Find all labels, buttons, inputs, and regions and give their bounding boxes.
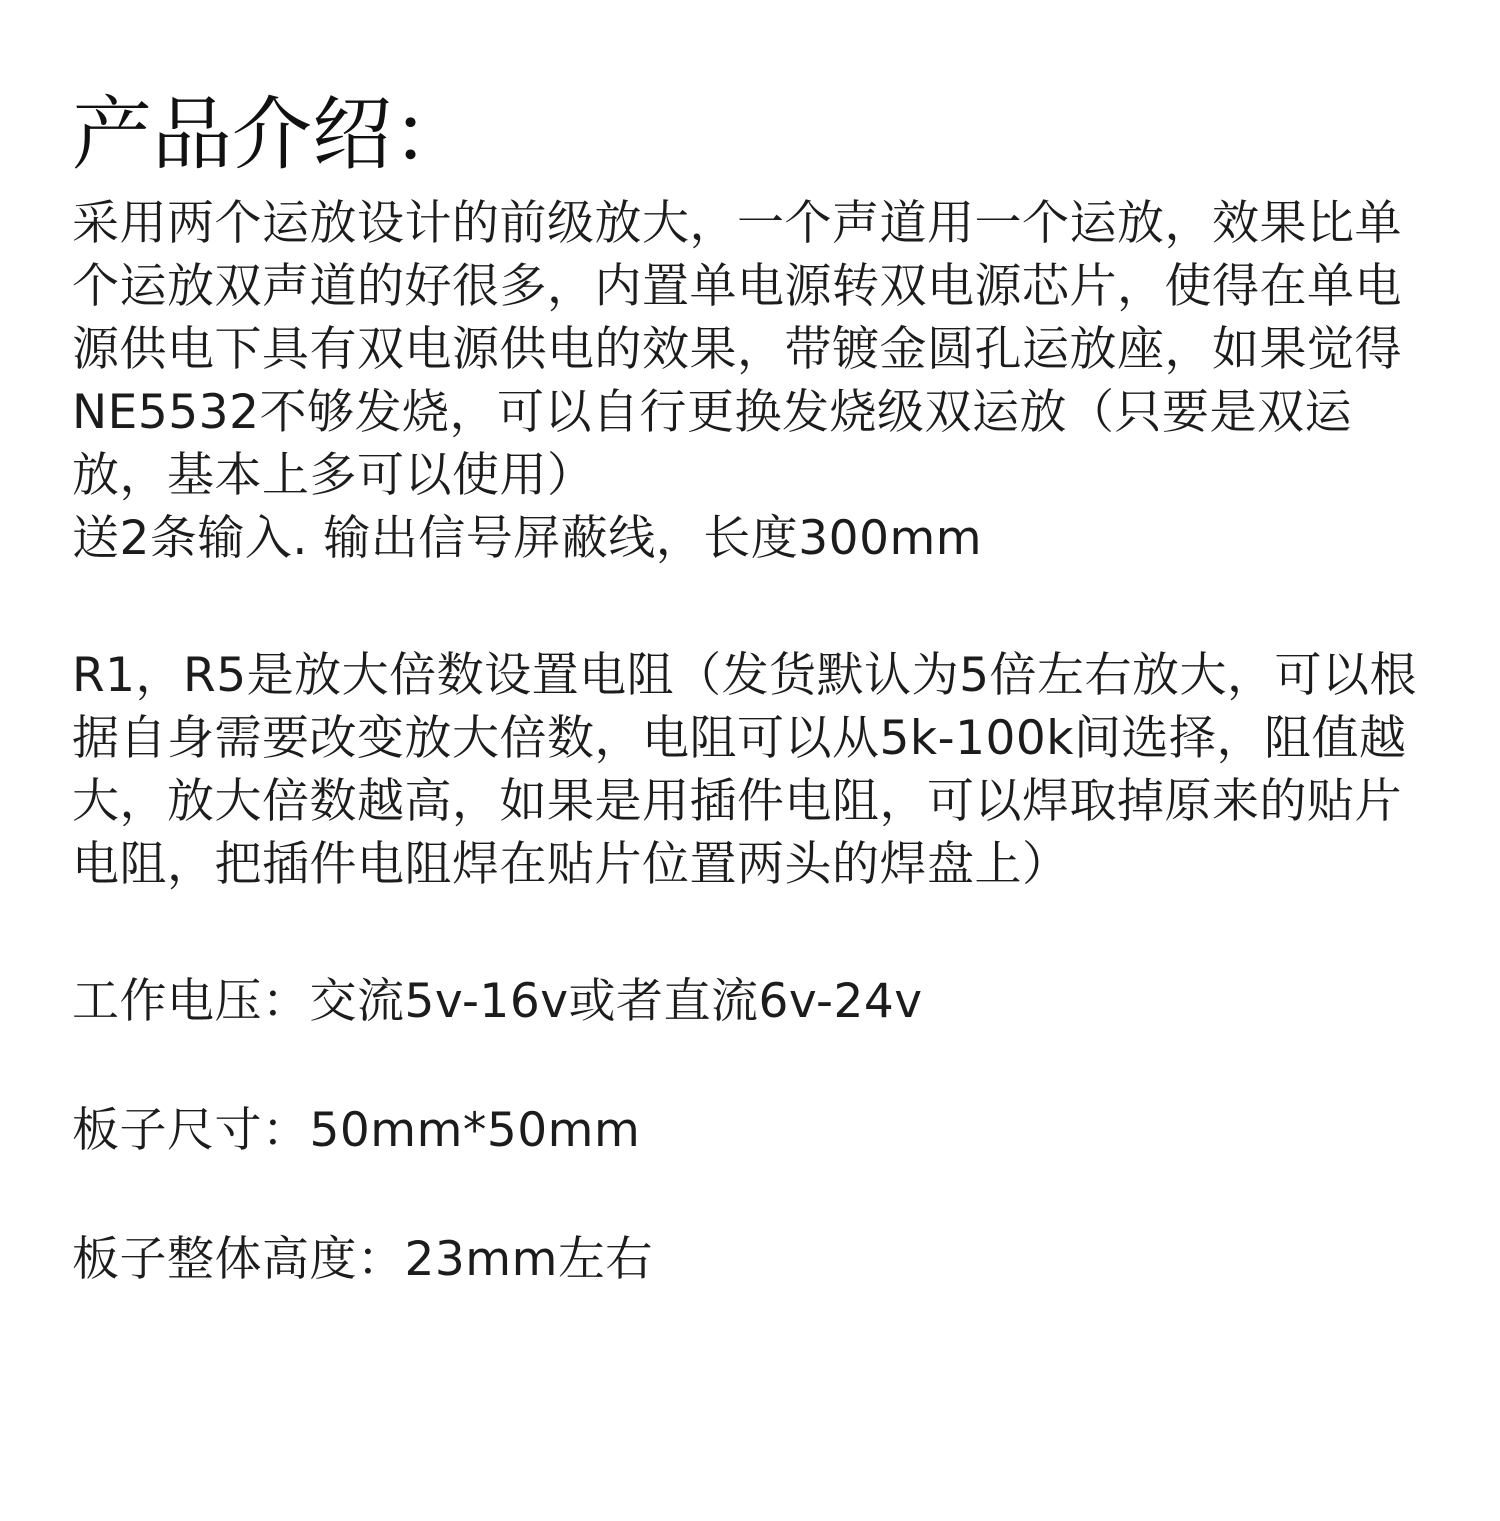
working-voltage-line: 工作电压：交流5v-16v或者直流6v-24v bbox=[72, 973, 923, 1029]
section-divider bbox=[72, 1163, 1420, 1229]
section-working-voltage bbox=[72, 971, 1420, 1034]
section-divider bbox=[72, 1034, 1420, 1100]
board-height-line: 板子整体高度：23mm左右 bbox=[72, 1231, 653, 1287]
section-gain-resistors bbox=[72, 645, 1420, 897]
section-divider bbox=[72, 571, 1420, 645]
section-divider bbox=[72, 897, 1420, 971]
intro-paragraph: 采用两个运放设计的前级放大，一个声道用一个运放，效果比单个运放双声道的好很多，内置单电源转双电源芯片，使得在单电源供电下具有双电源供电的效果，带镀金圆孔运放座，如果觉得NE5532不够发烧，可以自行更换发烧级双运放（只要是双运放，基本上多可以使用） bbox=[72, 196, 1402, 503]
cable-note-paragraph: 送2条输入. 输出信号屏蔽线，长度300mm bbox=[72, 510, 983, 566]
gain-resistors-paragraph: R1，R5是放大倍数设置电阻（发货默认为5倍左右放大，可以根据自身需要改变放大倍数，电阻可以从5k-100k间选择，阻值越大，放大倍数越高，如果是用插件电阻，可以焊取掉原来的贴片电阻，把插件电阻焊在贴片位置两头的焊盘上） bbox=[72, 647, 1418, 892]
page-title: 产品介绍： bbox=[72, 88, 472, 181]
section-board-height bbox=[72, 1229, 1420, 1292]
board-size-line: 板子尺寸：50mm*50mm bbox=[72, 1102, 641, 1158]
section-board-size bbox=[72, 1100, 1420, 1163]
section-intro bbox=[72, 193, 1420, 571]
